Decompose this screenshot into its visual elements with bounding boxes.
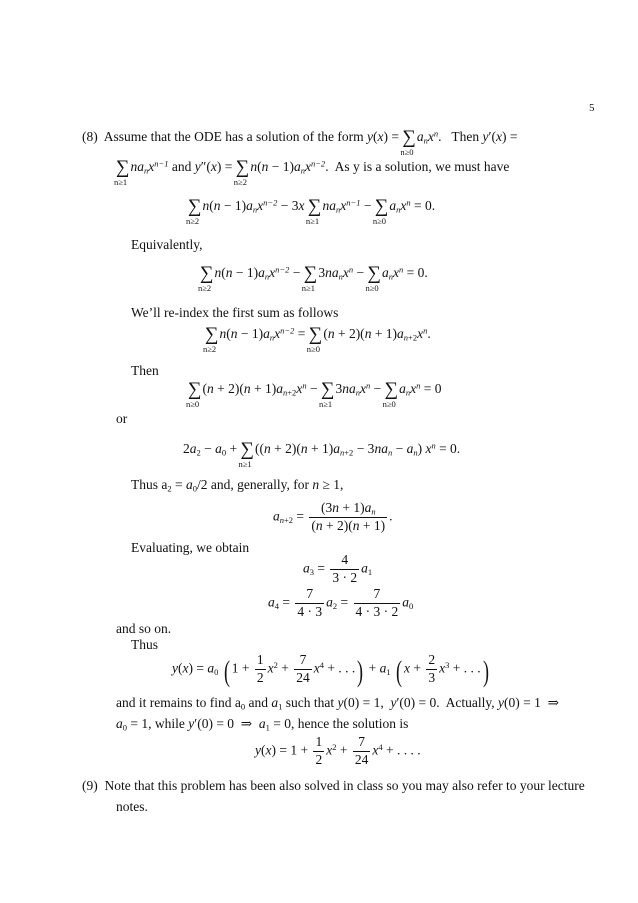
page-number: 5 [589, 102, 595, 114]
equation-a4: $a_4$ = $\frac{7}{4 \cdot 3}$ $a_2$ = $\frac{7}{4 \cdot 3 \cdot 2}$ $a_0$ [268, 586, 414, 619]
p8-thus: Thus [131, 637, 158, 652]
problem-9-label: (9) [82, 778, 98, 793]
p8-and-so-on: and so on. [116, 621, 172, 636]
p8-then: Then [451, 129, 480, 144]
p8-remains: and it remains to find $a_0$ and $a_1$ such that y(0) = 1, y′(0) = 0. Actually, y(0) = 1 ⇒ [116, 695, 559, 712]
equation-ode-sums: ∑ n≥2 $n(n - 1)a_nx^{n-2} - 3x$ ∑ n≥1 $na_nx^{n-1}$ − ∑ n≥0 $a_nx^n = 0$. [186, 196, 436, 226]
p8-line1: (8) Assume that the ODE has a solution of the form y(x) = ∑ n≥0 $a_nx^n$. Then y′(x) = [82, 127, 518, 157]
p8-as-y: As y is a solution, we must have [334, 159, 510, 174]
equation-equivalent: ∑ n≥2 $n(n - 1)a_nx^{n-2}$ − ∑ n≥1 $3na_nx^n$ − ∑ n≥0 $a_nx^n = 0$. [198, 263, 428, 293]
p9-line2: notes. [116, 799, 148, 814]
p8-thus-a2: Thus $a_2 = a_0/2$ and, generally, for n ≥ 1, [131, 477, 344, 494]
p8-line2: ∑ n≥1 $na_nx^{n-1}$ and y″(x) = ∑ n≥2 $n(n - 1)a_nx^{n-2}$. As y is a solution, we must have [114, 157, 510, 187]
equation-combined: ∑ n≥0 $(n + 2)(n + 1)a_{n+2}x^n$ − ∑ n≥1 $3na_nx^n$ − ∑ n≥0 $a_nx^n = 0$ [186, 379, 442, 409]
sum-symbol: ∑ n≥2 [233, 157, 250, 187]
p8-while: $a_0 = 1$, while y′(0) = 0 ⇒ $a_1 = 0$, hence the solution is [116, 716, 409, 733]
sum-symbol: ∑ n≥1 [114, 157, 130, 187]
p8-reindex: We’ll re-index the first sum as follows [131, 305, 339, 320]
p8-intro: Assume that the ODE has a solution of the form [103, 129, 364, 144]
sum-symbol: ∑ n≥0 [400, 127, 416, 157]
problem-8-label: (8) [82, 129, 98, 144]
equation-solution: y(x) = 1 + $\frac{1}{2}$ $x^2$ + $\frac{7}{24}$ $x^4$ + . . . . [255, 734, 421, 767]
p8-evaluating: Evaluating, we obtain [131, 540, 250, 555]
equation-a3: $a_3$ = $\frac{4}{3 \cdot 2}$ $a_1$ [303, 552, 373, 585]
equation-series: $y(x) = a_0$ ( 1 + $\frac{1}{2}$ $x^2$ + $\frac{7}{24}$ $x^4$ + . . .) + $a_1$ ( x + $\frac{2}{3}$ $x^3$ + . . .) [172, 652, 489, 689]
equation-recurrence: $a_{n+2}$ = $\frac{(3n + 1)a_n}{(n + 2)(n + 1)}$ . [273, 500, 393, 533]
p8-equivalently: Equivalently, [131, 237, 203, 252]
p9-line1: (9) Note that this problem has been also solved in class so you may also refer to your lecture [82, 778, 585, 793]
equation-collected: $2a_2 - a_0$ + ∑ n≥1 $((n + 2)(n + 1)a_{n+2} - 3na_n - a_n)$ $x^n = 0$. [183, 439, 461, 469]
equation-reindex: ∑ n≥2 $n(n - 1)a_nx^{n-2}$ = ∑ n≥0 $(n + 2)(n + 1)a_{n+2}x^n$. [203, 324, 431, 354]
p8-or: or [116, 411, 128, 426]
p8-and: and [171, 159, 192, 174]
p8-then2: Then [131, 363, 159, 378]
